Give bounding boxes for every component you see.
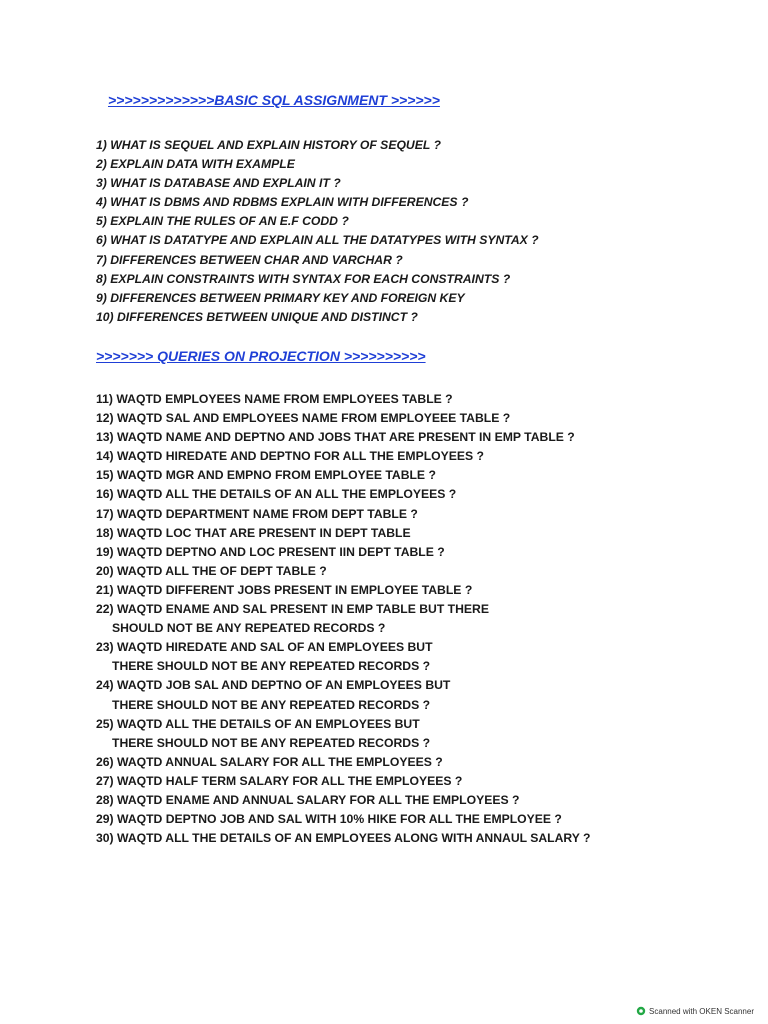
question-text: 19) WAQTD DEPTNO AND LOC PRESENT IIN DEPT TABLE ?: [96, 544, 445, 559]
list-item: [96, 543, 591, 562]
list-item: 1) WHAT IS SEQUEL AND EXPLAIN HISTORY OF SEQUEL ?: [96, 138, 441, 152]
list-item: [96, 390, 591, 409]
list-item: [96, 485, 591, 504]
question-text: 13) WAQTD NAME AND DEPTNO AND JOBS THAT ARE PRESENT IN EMP TABLE ?: [96, 430, 575, 445]
question-continuation: SHOULD NOT BE ANY REPEATED RECORDS ?: [112, 621, 386, 636]
list-item: [96, 676, 591, 714]
list-item: [96, 505, 591, 524]
list-item: [96, 409, 591, 428]
list-item: 2) EXPLAIN DATA WITH EXAMPLE: [96, 157, 295, 172]
list-item: [96, 753, 591, 772]
question-text: 30) WAQTD ALL THE DETAILS OF AN EMPLOYEES ALONG WITH ANNAUL SALARY ?: [96, 831, 591, 846]
question-text: 22) WAQTD ENAME AND SAL PRESENT IN EMP TABLE BUT THERE: [96, 602, 489, 617]
list-item: [96, 829, 591, 848]
section-heading-basic-sql: >>>>>>>>>>>>>BASIC SQL ASSIGNMENT >>>>>>: [108, 92, 440, 108]
list-item: [96, 524, 591, 543]
question-continuation: THERE SHOULD NOT BE ANY REPEATED RECORDS ?: [112, 659, 431, 674]
list-item: 6) WHAT IS DATATYPE AND EXPLAIN ALL THE DATATYPES WITH SYNTAX ?: [96, 233, 539, 248]
list-item: [96, 715, 591, 753]
question-text: 16) WAQTD ALL THE DETAILS OF AN ALL THE EMPLOYEES ?: [96, 487, 457, 502]
question-text: 24) WAQTD JOB SAL AND DEPTNO OF AN EMPLOYEES BUT: [96, 678, 451, 693]
question-text: 21) WAQTD DIFFERENT JOBS PRESENT IN EMPLOYEE TABLE ?: [96, 582, 473, 597]
scanner-watermark: [636, 1006, 754, 1016]
question-text: 11) WAQTD EMPLOYEES NAME FROM EMPLOYEES TABLE ?: [96, 392, 453, 406]
list-item: 10) DIFFERENCES BETWEEN UNIQUE AND DISTINCT ?: [96, 309, 418, 324]
list-item: [96, 447, 591, 466]
list-item: [96, 581, 591, 600]
list-item: [96, 562, 591, 581]
basic-sql-question-list: [96, 136, 539, 327]
question-text: 29) WAQTD DEPTNO JOB AND SAL WITH 10% HIKE FOR ALL THE EMPLOYEE ?: [96, 812, 562, 827]
question-continuation: THERE SHOULD NOT BE ANY REPEATED RECORDS ?: [112, 697, 431, 712]
list-item: [96, 791, 591, 810]
question-text: 23) WAQTD HIREDATE AND SAL OF AN EMPLOYEES BUT: [96, 640, 433, 655]
list-item: 7) DIFFERENCES BETWEEN CHAR AND VARCHAR ?: [96, 252, 403, 267]
list-item: 5) EXPLAIN THE RULES OF AN E.F CODD ?: [96, 214, 349, 229]
section-heading-projection: >>>>>>> QUERIES ON PROJECTION >>>>>>>>>>: [96, 348, 426, 364]
question-text: 17) WAQTD DEPARTMENT NAME FROM DEPT TABLE ?: [96, 506, 418, 521]
list-item: [96, 810, 591, 829]
list-item: [96, 428, 591, 447]
list-item: 9) DIFFERENCES BETWEEN PRIMARY KEY AND FOREIGN KEY: [96, 290, 465, 305]
question-text: 25) WAQTD ALL THE DETAILS OF AN EMPLOYEES BUT: [96, 716, 420, 731]
question-text: 18) WAQTD LOC THAT ARE PRESENT IN DEPT TABLE: [96, 525, 411, 540]
list-item: 8) EXPLAIN CONSTRAINTS WITH SYNTAX FOR EACH CONSTRAINTS ?: [96, 271, 511, 286]
list-item: [96, 466, 591, 485]
scanner-watermark-text: Scanned with OKEN Scanner: [649, 1006, 754, 1016]
question-text: 12) WAQTD SAL AND EMPLOYEES NAME FROM EMPLOYEEE TABLE ?: [96, 411, 511, 426]
scanner-logo-icon: [636, 1006, 646, 1016]
list-item: [96, 638, 591, 676]
list-item: 3) WHAT IS DATABASE AND EXPLAIN IT ?: [96, 176, 341, 191]
question-text: 28) WAQTD ENAME AND ANNUAL SALARY FOR ALL THE EMPLOYEES ?: [96, 792, 520, 807]
question-text: 26) WAQTD ANNUAL SALARY FOR ALL THE EMPLOYEES ?: [96, 754, 443, 769]
question-text: 27) WAQTD HALF TERM SALARY FOR ALL THE EMPLOYEES ?: [96, 773, 463, 788]
list-item: [96, 772, 591, 791]
question-text: 15) WAQTD MGR AND EMPNO FROM EMPLOYEE TABLE ?: [96, 468, 436, 483]
list-item: [96, 600, 591, 638]
question-text: 20) WAQTD ALL THE OF DEPT TABLE ?: [96, 563, 327, 578]
question-text: 14) WAQTD HIREDATE AND DEPTNO FOR ALL THE EMPLOYEES ?: [96, 449, 484, 464]
list-item: 4) WHAT IS DBMS AND RDBMS EXPLAIN WITH DIFFERENCES ?: [96, 195, 469, 210]
question-continuation: THERE SHOULD NOT BE ANY REPEATED RECORDS ?: [112, 735, 431, 750]
projection-query-list: [96, 390, 591, 848]
